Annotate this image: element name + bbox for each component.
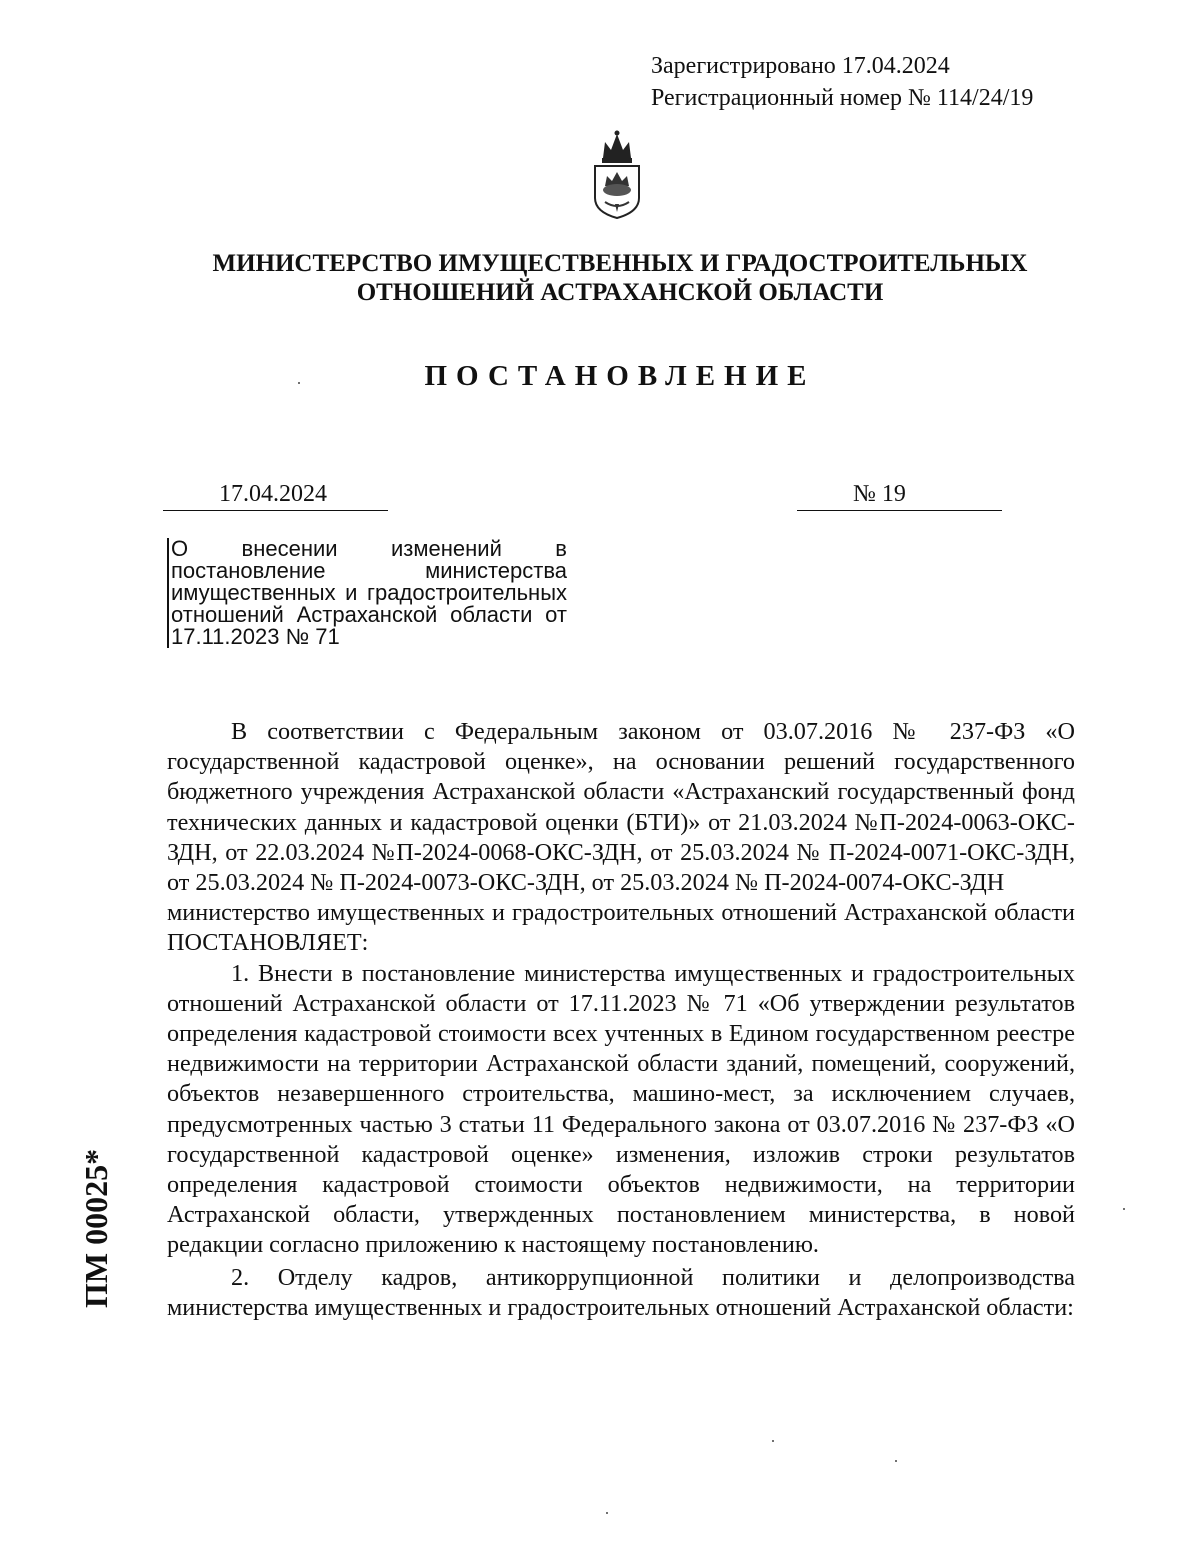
side-stamp: ПМ 00025* [78,1148,114,1308]
document-subject: О внесении изменений в постановление министерства имущественных и градостроительных отношений Астраханской области от 17.11.2023 № 71 [167,538,567,648]
registration-number: Регистрационный номер № 114/24/19 [651,85,1034,111]
ministry-title [120,249,1120,307]
document-type: ПОСТАНОВЛЕНИЕ [424,360,816,392]
scan-speck [298,382,300,384]
scan-speck [895,1460,897,1462]
item-1-paragraph: 1. Внести в постановление министерства имущественных и градостроительных отношений Астраханской области от 17.11.2023 № 71 «Об утверждении результатов определения кадастровой стоимости всех учтенных в Едином государственном реестре недвижимости на территории Астраханской области зданий, помещений, сооружений, объектов незавершенного строительства, машино-мест, за исключением случаев, предусмотренных частью 3 статьи 11 Федерального закона от 03.07.2016 № 237-ФЗ «О государственной кадастровой оценке» изменения, изложив строки результатов определения кадастровой стоимости объектов недвижимости, на территории Астраханской области, утвержденных постановлением министерства, в новой редакции согласно приложению к настоящему постановлению. [167,959,1075,1259]
registration-date: Зарегистрировано 17.04.2024 [651,53,950,79]
document-number: № 19 [797,478,1002,511]
resolves-paragraph: министерство имущественных и градостроительных отношений Астраханской области ПОСТАНОВЛЯЕТ: [167,899,1075,957]
scan-speck [1123,1208,1125,1210]
ministry-title-line1: МИНИСТЕРСТВО ИМУЩЕСТВЕННЫХ И ГРАДОСТРОИТЕЛЬНЫХ [212,250,1028,277]
item-2-paragraph: 2. Отделу кадров, антикоррупционной политики и делопроизводства министерства имущественных и градостроительных отношений Астраханской области: [167,1263,1075,1321]
document-body [167,717,1075,1323]
coat-of-arms-icon [585,128,649,220]
scan-speck [772,1440,774,1442]
scan-speck [606,1512,608,1514]
registration-block [651,50,1033,114]
preamble-paragraph: В соответствии с Федеральным законом от 03.07.2016 № 237-ФЗ «О государственной кадастровой оценке», на основании решений государственного бюджетного учреждения Астраханской области «Астраханский государственный фонд технических данных и кадастровой оценки (БТИ)» от 21.03.2024 №П-2024-0063-ОКС-ЗДН, от 22.03.2024 №П-2024-0068-ОКС-ЗДН, от 25.03.2024 № П-2024-0071-ОКС-ЗДН, от 25.03.2024 № П-2024-0073-ОКС-ЗДН, от 25.03.2024 № П-2024-0074-ОКС-ЗДН [167,718,1075,897]
ministry-title-line2: ОТНОШЕНИЙ АСТРАХАНСКОЙ ОБЛАСТИ [356,279,884,306]
document-date: 17.04.2024 [163,478,388,511]
